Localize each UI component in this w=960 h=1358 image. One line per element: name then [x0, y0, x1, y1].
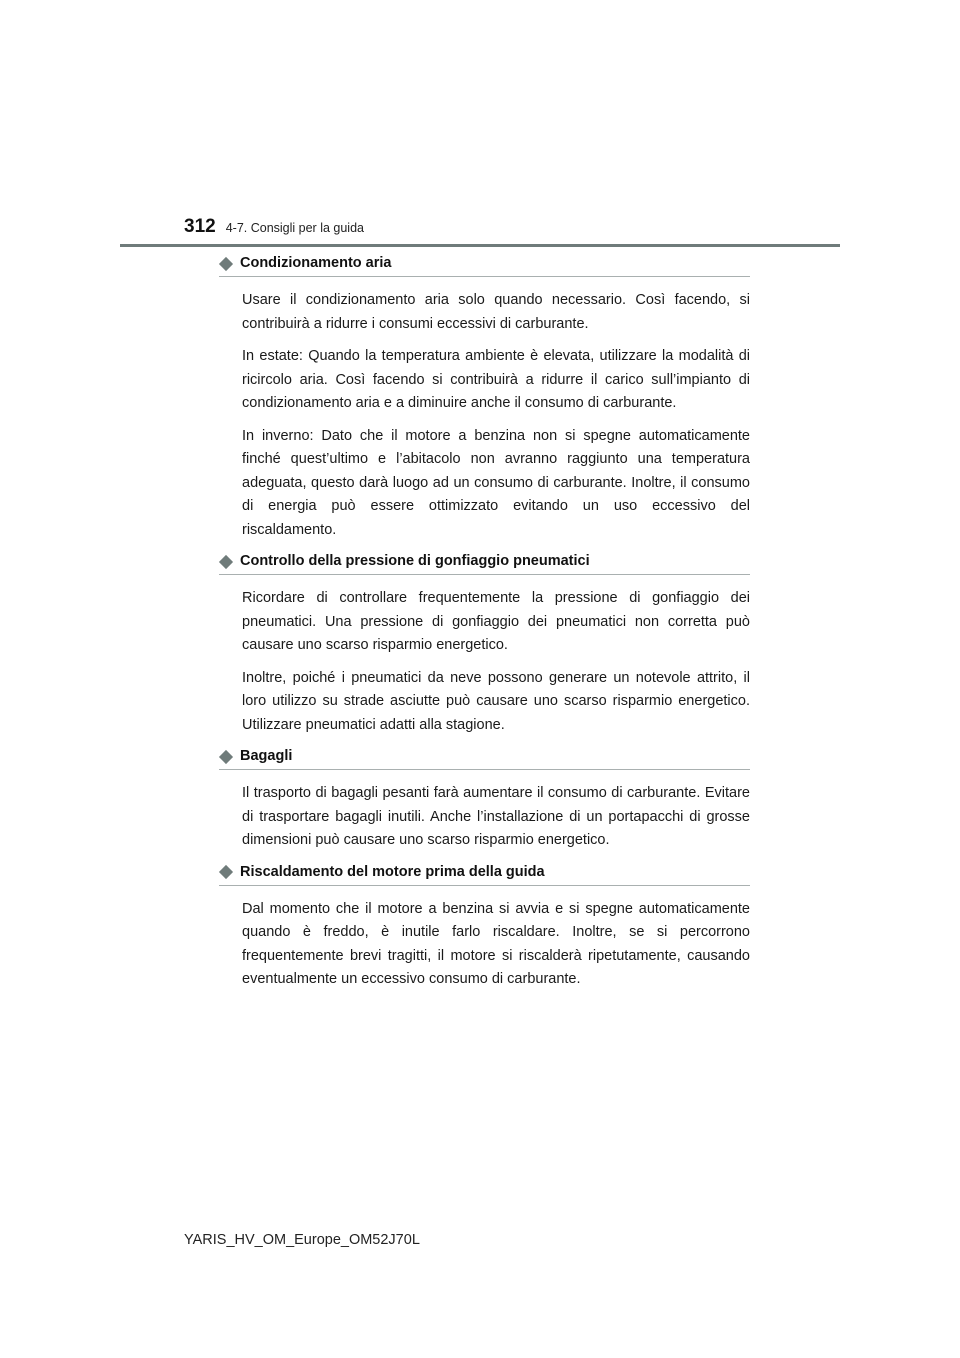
section-title: Condizionamento aria — [240, 255, 392, 271]
section-heading — [219, 254, 750, 277]
paragraph: Ricordare di controllare frequentemente la pressione di gonfiaggio dei pneumatici. Una pressione di gonfiaggio dei pneumatici non corretta può causare uno scarso risparmio energetico. — [242, 590, 750, 653]
section-title: Bagagli — [240, 748, 293, 764]
diamond-bullet-icon — [219, 865, 233, 879]
section-engine-warmup — [219, 863, 750, 992]
section-heading — [219, 552, 750, 575]
chapter-title: 4-7. Consigli per la guida — [225, 221, 364, 235]
section-body — [219, 782, 750, 853]
section-body — [219, 587, 750, 737]
document-code-footer: YARIS_HV_OM_Europe_OM52J70L — [184, 1232, 420, 1248]
page-number: 312 — [184, 216, 216, 237]
section-body — [219, 289, 750, 542]
section-heading — [219, 747, 750, 770]
page-header — [184, 216, 364, 246]
paragraph: Inoltre, poiché i pneumatici da neve possono generare un notevole attrito, il loro utilizzo su strade asciutte può causare uno scarso risparmio energetico. Utilizzare pneumatici adatti alla stagione. — [242, 669, 750, 733]
section-tire-pressure — [219, 552, 750, 737]
diamond-bullet-icon — [219, 256, 233, 270]
diamond-bullet-icon — [219, 749, 233, 763]
page-content — [219, 254, 750, 1002]
section-heading — [219, 863, 750, 886]
section-body — [219, 898, 750, 992]
paragraph: In estate: Quando la temperatura ambiente è elevata, utilizzare la modalità di ricircolo aria. Così facendo si contribuirà a ridurre il carico sull’impianto di condizionamento aria e a diminuire anche il consumo di carburante. — [242, 348, 750, 411]
header-divider — [120, 244, 840, 247]
paragraph: Usare il condizionamento aria solo quando necessario. Così facendo, si contribuirà a ridurre i consumi eccessivi di carburante. — [242, 292, 750, 332]
section-air-conditioning — [219, 254, 750, 542]
paragraph: Il trasporto di bagagli pesanti farà aumentare il consumo di carburante. Evitare di trasportare bagagli inutili. Anche l’installazione di un portapacchi di grosse dimensioni può causare uno scarso risparmio energetico. — [242, 785, 750, 848]
paragraph: In inverno: Dato che il motore a benzina non si spegne automaticamente finché quest’ultimo e l’abitacolo non avranno raggiunto una temperatura adeguata, questo darà luogo ad un consumo di carburante. Inoltre, il consumo di energia può essere ottimizzato evitando un uso eccessivo del riscaldamento. — [242, 427, 750, 538]
section-title: Controllo della pressione di gonfiaggio pneumatici — [240, 553, 590, 569]
section-luggage — [219, 747, 750, 853]
paragraph: Dal momento che il motore a benzina si avvia e si spegne automaticamente quando è freddo, è inutile farlo riscaldare. Inoltre, se si percorrono frequentemente brevi tragitti, il motore si riscalderà ripetutamente, causando eventualmente un eccessivo consumo di carburante. — [242, 900, 750, 987]
section-title: Riscaldamento del motore prima della guida — [240, 863, 545, 880]
diamond-bullet-icon — [219, 554, 233, 568]
